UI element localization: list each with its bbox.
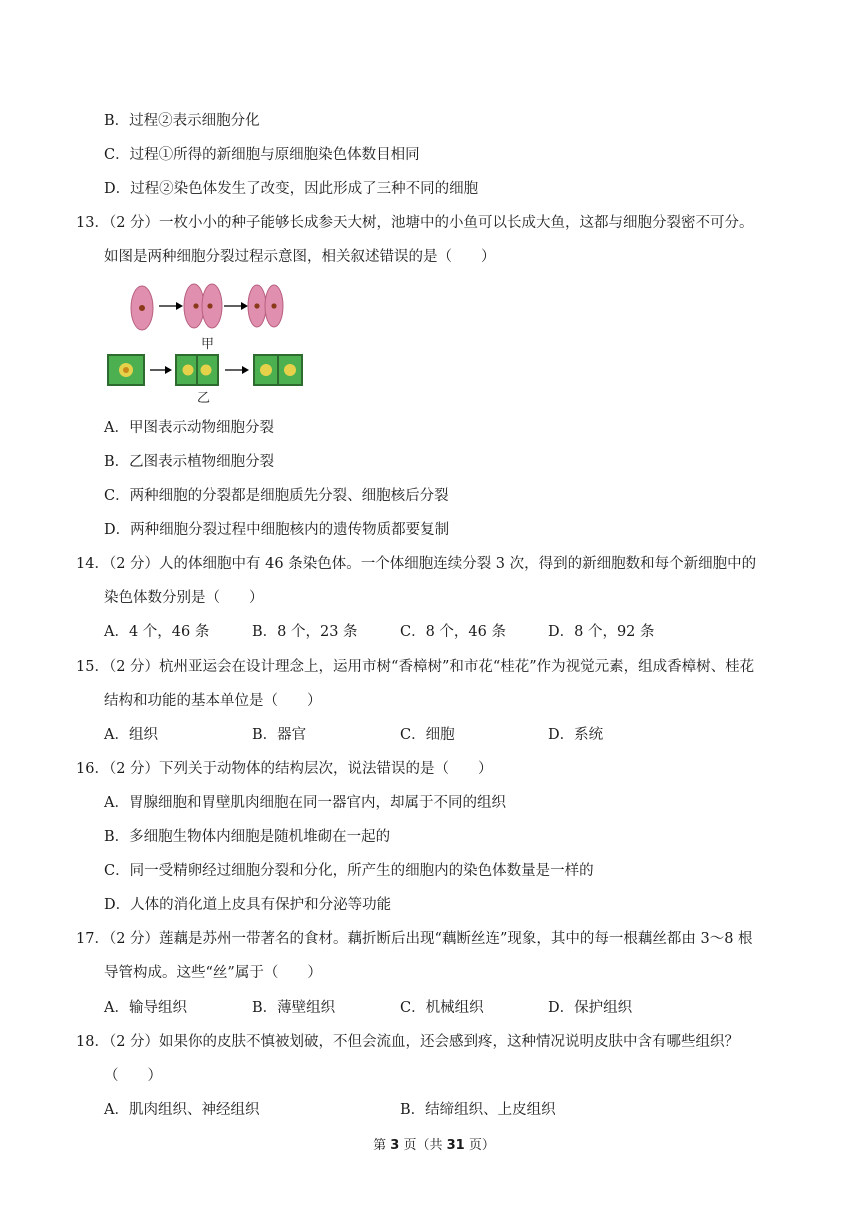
q17-stem-line2: 导管构成。这些“丝”属于（ ） xyxy=(104,965,322,981)
q14-option-d: D．8 个，92 条 xyxy=(548,624,655,640)
arrow-head-icon xyxy=(241,302,248,310)
q17-option-a: A．输导组织 xyxy=(104,1000,187,1016)
figure-label-jia: 甲 xyxy=(201,337,215,352)
footer-total-pages: 31 xyxy=(446,1138,465,1153)
footer-suffix: 页） xyxy=(464,1138,495,1153)
q14-options xyxy=(104,622,804,642)
footer-page-number: 3 xyxy=(390,1138,400,1153)
plant-cell-stage3 xyxy=(254,355,302,385)
arrow-head-icon xyxy=(242,366,249,374)
q16-stem: 16．（2 分）下列关于动物体的结构层次，说法错误的是（ ） xyxy=(76,761,493,777)
q18-options xyxy=(104,1100,804,1120)
q17-options xyxy=(104,998,804,1018)
plant-cell-stage2 xyxy=(176,355,218,385)
q17-option-c: C．机械组织 xyxy=(400,1000,484,1016)
animal-cell-stage1 xyxy=(131,286,153,330)
q12-option-d: D．过程②染色体发生了改变，因此形成了三种不同的细胞 xyxy=(104,181,479,197)
q15-options xyxy=(104,725,804,745)
q13-option-a: A．甲图表示动物细胞分裂 xyxy=(104,420,274,436)
q18-option-b: B．结缔组织、上皮组织 xyxy=(400,1102,556,1118)
cell-division-figure xyxy=(104,278,314,410)
page-footer xyxy=(0,1136,868,1156)
q14-stem-line2: 染色体数分别是（ ） xyxy=(104,590,264,606)
q16-option-a: A．胃腺细胞和胃壁肌肉细胞在同一器官内，却属于不同的组织 xyxy=(104,795,506,811)
q17-option-d: D．保护组织 xyxy=(548,1000,633,1016)
q18-option-a: A．肌肉组织、神经组织 xyxy=(104,1102,260,1118)
q15-option-c: C．细胞 xyxy=(400,727,455,743)
figure-label-yi: 乙 xyxy=(197,391,211,406)
q13-option-d: D．两种细胞分裂过程中细胞核内的遗传物质都要复制 xyxy=(104,522,450,538)
q15-stem-line1: 15．（2 分）杭州亚运会在设计理念上，运用市树“香樟树”和市花“桂花”作为视觉元素，组成香樟树、桂花 xyxy=(76,659,755,675)
q13-stem-line2: 如图是两种细胞分裂过程示意图，相关叙述错误的是（ ） xyxy=(104,249,496,265)
q15-option-b: B．器官 xyxy=(252,727,307,743)
q17-option-b: B．薄壁组织 xyxy=(252,1000,336,1016)
q16-option-c: C．同一受精卵经过细胞分裂和分化，所产生的细胞内的染色体数量是一样的 xyxy=(104,863,594,879)
q12-option-b: B．过程②表示细胞分化 xyxy=(104,113,260,129)
q13-option-c: C．两种细胞的分裂都是细胞质先分裂、细胞核后分裂 xyxy=(104,488,449,504)
q16-option-b: B．多细胞生物体内细胞是随机堆砌在一起的 xyxy=(104,829,391,845)
q15-option-d: D．系统 xyxy=(548,727,604,743)
q14-option-c: C．8 个，46 条 xyxy=(400,624,506,640)
footer-middle: 页（共 xyxy=(399,1138,447,1153)
cell-division-diagram xyxy=(104,278,314,410)
q18-stem-line1: 18．（2 分）如果你的皮肤不慎被划破，不但会流血，还会感到疼，这种情况说明皮肤中含有哪些组织？ xyxy=(76,1034,740,1050)
animal-cell-stage3 xyxy=(248,285,283,327)
arrow-head-icon xyxy=(176,302,183,310)
footer-prefix: 第 xyxy=(373,1138,391,1153)
q13-option-b: B．乙图表示植物细胞分裂 xyxy=(104,454,275,470)
q16-option-d: D．人体的消化道上皮具有保护和分泌等功能 xyxy=(104,897,392,913)
q12-option-c: C．过程①所得的新细胞与原细胞染色体数目相同 xyxy=(104,147,420,163)
q17-stem-line1: 17．（2 分）莲藕是苏州一带著名的食材。藕折断后出现“藕断丝连”现象，其中的每一根藕丝都由 3～8 根 xyxy=(76,931,753,947)
plant-cell-stage1 xyxy=(108,355,144,385)
q18-stem-line2: （ ） xyxy=(104,1068,162,1084)
animal-cell-stage2 xyxy=(184,284,222,328)
q13-stem-line1: 13．（2 分）一枚小小的种子能够长成参天大树，池塘中的小鱼可以长成大鱼，这都与细胞分裂密不可分。 xyxy=(76,215,754,231)
q14-option-a: A．4 个，46 条 xyxy=(104,624,210,640)
arrow-head-icon xyxy=(165,366,172,374)
q14-stem-line1: 14．（2 分）人的体细胞中有 46 条染色体。一个体细胞连续分裂 3 次，得到的新细胞数和每个新细胞中的 xyxy=(76,556,757,572)
q15-stem-line2: 结构和功能的基本单位是（ ） xyxy=(104,693,322,709)
q14-option-b: B．8 个，23 条 xyxy=(252,624,358,640)
q15-option-a: A．组织 xyxy=(104,727,158,743)
